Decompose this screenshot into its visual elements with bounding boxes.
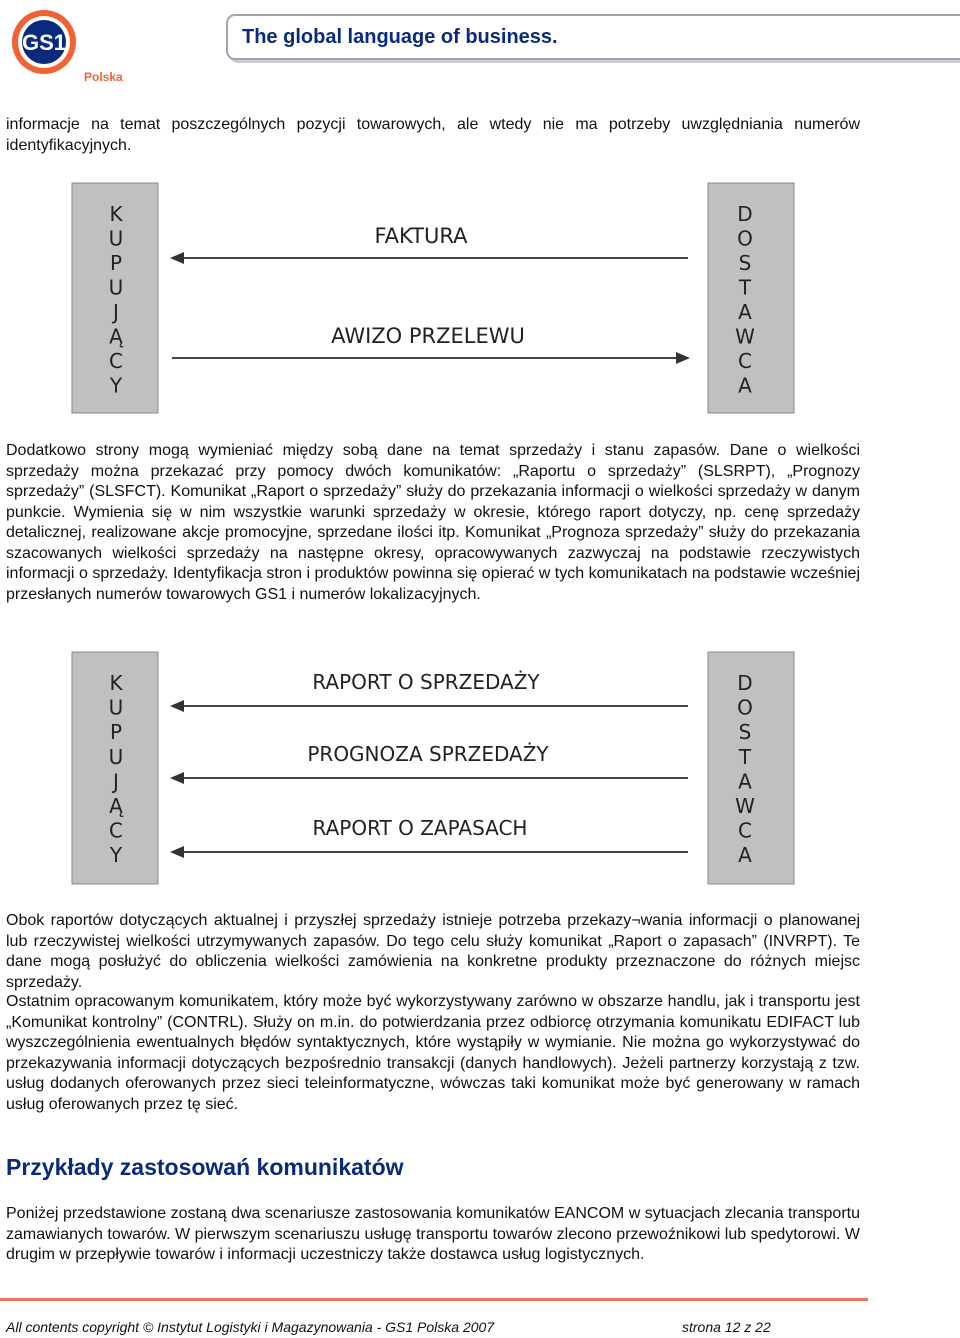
arrow-head-left — [170, 700, 184, 712]
right-letter: D — [737, 671, 753, 695]
arrow-head-left — [170, 252, 184, 264]
left-letter: U — [108, 744, 124, 769]
arrow-label: RAPORT O ZAPASACH — [312, 816, 528, 840]
left-letter: K — [109, 202, 123, 226]
right-letter: O — [737, 226, 753, 251]
arrow-label: RAPORT O SPRZEDAŻY — [312, 670, 540, 694]
footer-page-number: strona 12 z 22 — [682, 1319, 771, 1335]
arrow-label: AWIZO PRZELEWU — [331, 324, 525, 348]
left-letter: J — [113, 300, 119, 324]
right-letter: C — [738, 818, 752, 843]
right-letter: S — [738, 720, 752, 745]
arrow-head-right — [676, 352, 690, 364]
right-letter: W — [735, 794, 755, 818]
left-letter: P — [109, 720, 123, 745]
right-letter: T — [738, 744, 752, 769]
arrow-head-left — [170, 846, 184, 858]
arrow-label: PROGNOZA SPRZEDAŻY — [307, 742, 549, 766]
right-letter: C — [738, 349, 752, 373]
right-letter: A — [738, 769, 752, 794]
tagline-text: The global language of business. — [242, 26, 558, 48]
right-letter: T — [738, 275, 752, 300]
right-letter: O — [737, 695, 753, 720]
left-letter: C — [109, 349, 123, 373]
left-letter: U — [108, 226, 124, 251]
paragraph-3: Obok raportów dotyczących aktualnej i przyszłej sprzedaży istnieje potrzeba przekazy¬wania informacji o planowanej lub rzeczywistej wielkości utrzymywanych zapasów. Do tego celu służy komunikat „Raport o zapasach” (INVRPT). Te dane mogą posłużyć do obliczenia wielkości zamówienia na konkretne produkty przeznaczone do różnych miejsc sprzedaży. — [6, 912, 860, 991]
paragraph-2: Dodatkowo strony mogą wymieniać między sobą dane na temat sprzedaży i stanu zapasów. Dane o wielkości sprzedaży można przekazać przy pomocy dwóch komunikatów: „Raportu o sprzedaży” (SLSRPT), „Prognozy sprzedaży” (SLSFCT). Komunikat „Raport o sprzedaży” służy do przekazania informacji o wielkości sprzedaży w danym punkcie. Wymienia się w nim wszystkie warunki sprzedaży w okresie, którego raport dotyczy, np. cenę sprzedaży detalicznej, realizowane akcje promocyjne, sprzedane ilości itp. Komunikat „Prognoza sprzedaży” służy do przekazania szacowanych wielkości sprzedaży na następne okresy, opracowywanych zazwyczaj na podstawie rzeczywistych informacji o sprzedaży. Identyfikacja stron i produktów powinna się opierać w tych komunikatach na podstawie wcześniej przesłanych numerów towarowych GS1 i numerów lokalizacyjnych. — [6, 442, 860, 603]
right-letter: A — [738, 843, 752, 868]
paragraph-5: Poniżej przedstawione zostaną dwa scenariusze zastosowania komunikatów EANCOM w sytuacjach zlecania transportu zamawianych towarów. W pierwszym scenariuszu usługę transportu towarów zlecono przewoźnikowi lub spedytorowi. W drugim w przepływie towarów i informacji uczestniczy także dostawca usług logistycznych. — [6, 1205, 860, 1263]
diagram-invoice-remittance — [70, 181, 798, 415]
logo-sub: Polska — [84, 70, 123, 84]
left-letter: U — [108, 275, 124, 300]
left-letter: Ą — [109, 794, 123, 818]
gs1-logo — [4, 4, 124, 86]
tagline-banner — [226, 14, 960, 60]
diagram-sales-reports — [70, 650, 798, 886]
arrow-label: FAKTURA — [374, 224, 468, 248]
footer-rule — [0, 1298, 868, 1301]
paragraph-1: informacje na temat poszczególnych pozycji towarowych, ale wtedy nie ma potrzeby uwzględniania numerów identyfikacyjnych. — [6, 116, 860, 154]
right-letter: S — [738, 251, 752, 275]
left-letter: J — [113, 769, 119, 794]
paragraph-4: Ostatnim opracowanym komunikatem, który może być wykorzystywany zarówno w obszarze handlu, jak i transportu jest „Komunikat kontrolny” (CONTRL). Służy on m.in. do potwierdzania przez odbiorcę otrzymania komunikatu EDIFACT lub wyszczególnienia ewentualnych błędów syntaktycznych, które wystąpiły w wymianie. Nie można go wykorzystywać do przekazywania informacji dotyczących bezpośrednio transakcji (danych handlowych). Jeżeli partnerzy korzystają z tzw. usług dodanych oferowanych przez sieci teleinformatyczne, wówczas taki komunikat może być generowany w ramach usług oferowanych przez tę sieć. — [6, 993, 860, 1113]
logo-mark: GS1 — [21, 30, 67, 55]
left-letter: Y — [109, 843, 123, 868]
left-letter: K — [109, 671, 123, 695]
arrow-head-left — [170, 772, 184, 784]
right-letter: A — [738, 373, 752, 398]
left-letter: Y — [109, 373, 123, 398]
right-letter: D — [737, 202, 753, 226]
left-letter: Ą — [109, 324, 123, 349]
right-letter: W — [735, 324, 755, 349]
left-letter: P — [109, 251, 123, 275]
left-letter: C — [109, 818, 123, 843]
footer-copyright: All contents copyright © Instytut Logistyki i Magazynowania - GS1 Polska 2007 — [6, 1319, 495, 1335]
right-letter: A — [738, 300, 752, 324]
section-heading: Przykłady zastosowań komunikatów — [6, 1154, 404, 1180]
left-letter: U — [108, 695, 124, 720]
